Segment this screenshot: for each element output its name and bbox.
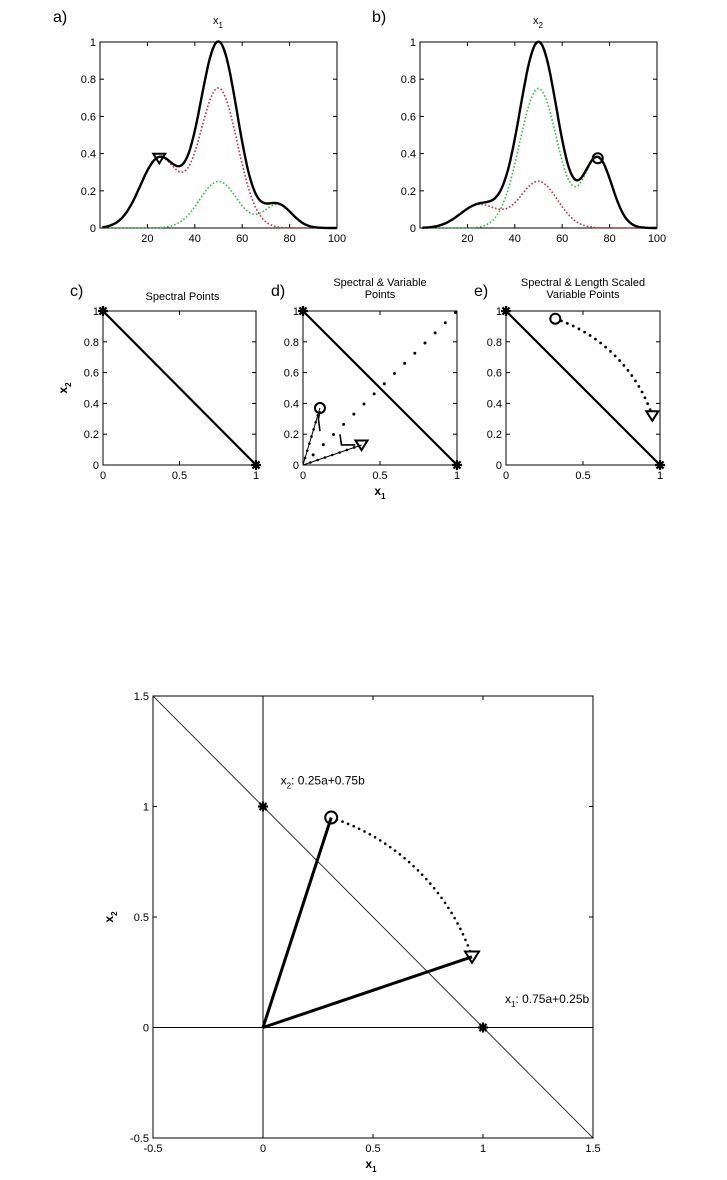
arc-dot [417,869,420,872]
x-tick-label: 0.5 [372,470,388,482]
arc-dot [421,873,424,876]
arc-dot [341,820,344,823]
arc-dot [403,857,406,860]
x-tick-label: 40 [508,233,521,245]
arc-dot [604,346,607,349]
y-tick-label: 0.4 [80,148,96,161]
y-tick-label: 0.2 [80,185,96,198]
arc-dot [352,825,355,828]
vector-line [303,408,320,465]
variable-path [340,434,355,445]
y-tick-label: 0.6 [83,367,99,380]
point-annotation: $x_2$: 0.25a+0.75b [280,773,365,791]
spectral-line [303,311,457,465]
unit-dot [362,403,365,406]
spectral-point [478,1023,488,1033]
unit-dot [393,372,396,375]
arc-dot [594,338,597,341]
series-line-total [102,42,337,229]
x-tick-label: 100 [327,233,347,245]
x-tick-label: 80 [603,233,616,245]
y-tick-label: 0 [89,223,96,235]
unit-dot [322,443,325,446]
chart-panel-c [56,283,261,482]
arc-dot [347,823,350,826]
vector-line [263,818,331,1028]
spectral-point [452,460,462,470]
panel-letter: c) [70,283,84,300]
x-tick-label: 0.5 [365,1143,381,1155]
unit-dot [373,392,376,395]
y-tick-label: 0.2 [400,185,416,198]
spectral-point [298,306,308,316]
arc-dot [433,887,436,890]
y-tick-label: 1 [92,306,99,318]
arc-dot [466,944,469,947]
unit-dot [352,413,355,416]
arc-dot [444,901,447,904]
unit-dot [342,423,345,426]
y-tick-label: 1 [409,37,416,49]
arc-dot [618,359,621,362]
arc-dot [408,861,411,864]
arc-dot [399,853,402,856]
unit-dot [444,321,447,324]
arc-dot [447,907,450,910]
y-tick-label: 1 [89,37,96,49]
y-tick-label: 0 [92,460,99,472]
arc-dot [589,334,592,337]
y-tick-label: 0.8 [83,336,99,349]
series-line-component-b [422,89,657,229]
arc-dot [425,878,428,881]
y-tick-label: 0.4 [83,398,99,411]
arc-dot [440,897,443,900]
y-axis-label: $x_2$ [56,382,73,394]
panel-title: $x_2$ [533,15,543,30]
unit-dot [383,382,386,385]
y-tick-label: 0.6 [283,367,299,380]
x-tick-label: 1 [453,470,461,482]
y-tick-label: 0.4 [400,148,416,161]
x-tick-label: 1 [656,470,664,482]
y-tick-label: 0.6 [400,111,416,124]
arc-dot [646,402,649,405]
panel-title: $x_1$ [213,15,223,30]
y-tick-label: 1 [142,801,149,814]
arc-dot [637,385,640,388]
arc-dot [578,328,581,331]
spectral-point [655,460,665,470]
arc-dot [358,827,361,830]
x-tick-label: 20 [141,233,154,245]
arc-dot [627,369,630,372]
y-tick-label: 0.8 [486,336,502,349]
y-tick-label: 0 [142,1022,149,1035]
series-line-total [422,42,657,228]
panel-letter: e) [474,283,489,300]
arc-dot [379,839,382,842]
arc-dot [609,350,612,353]
unit-dot [413,352,416,355]
y-tick-label: -0.5 [130,1133,149,1145]
y-tick-label: 0.5 [133,912,149,924]
arc-dot [412,865,415,868]
y-tick-label: 0.4 [486,398,502,411]
spectral-line [103,311,256,465]
unit-dot [312,453,315,456]
panel-title-line: Spectral Points [145,291,220,303]
arc-dot [437,892,440,895]
arc-dot [464,939,467,942]
arc-dot [374,836,377,839]
arc-dot [641,391,644,394]
arc-dot [369,833,372,836]
y-tick-label: 0.8 [283,336,299,349]
spectral-point [258,802,268,812]
y-tick-label: 0.6 [80,111,96,124]
panel-title-line: Variable Points [546,289,620,301]
axes-frame [100,42,337,228]
arc-dot [450,912,453,915]
x-tick-label: 80 [283,233,296,245]
panel-title-line: Spectral & Variable [333,277,427,289]
x-tick-label: 0 [502,470,510,482]
x-tick-label: 60 [236,233,249,245]
chart-panel-a [53,9,346,245]
vector-line [263,957,472,1028]
x-tick-label: 100 [647,233,667,245]
spectral-point [501,306,511,316]
unit-dot [434,331,437,334]
x-tick-label: 1.5 [585,1143,601,1155]
x-axis-label: $x_1$ [365,1157,377,1174]
arc-dot [630,374,633,377]
x-axis-label: $x_1$ [374,484,386,501]
y-axis-label: $x_2$ [102,911,119,923]
triangle-marker [646,411,658,421]
arc-dot [599,342,602,345]
arc-dot [623,364,626,367]
arc-dot [462,933,465,936]
arc-dot [394,849,397,852]
x-tick-label: 0.5 [575,470,591,482]
simplex-line [153,696,593,1138]
unit-dot [332,433,335,436]
y-tick-label: 0.8 [80,74,96,87]
y-tick-label: 0.6 [486,367,502,380]
unit-dot [423,342,426,345]
arc-dot [389,846,392,849]
x-tick-label: 0.5 [171,470,188,482]
panel-title-line: Spectral & Length Scaled [520,277,646,289]
axes-frame [420,42,657,228]
arc-dot [459,928,462,931]
arc-dot [583,331,586,334]
series-line-component-a [102,88,337,228]
spectral-point [251,460,261,470]
y-tick-label: 0.2 [283,429,299,442]
arc-dot [456,922,459,925]
x-tick-label: 0 [259,1143,267,1155]
y-tick-label: 0 [409,223,416,235]
arc-dot [384,842,387,845]
arc-dot [644,396,647,399]
x-tick-label: 0 [299,470,307,482]
y-tick-label: 0 [292,460,299,472]
arc-dot [634,380,637,383]
spectral-point [98,306,108,316]
circle-marker [550,314,560,324]
y-tick-label: 0 [495,460,502,472]
panel-letter: d) [271,283,286,300]
arc-dot [566,322,569,325]
chart-panel-e [474,277,665,482]
y-tick-label: 0.8 [400,74,416,87]
y-tick-label: 1 [495,306,502,318]
y-tick-label: 0.2 [486,429,502,442]
x-tick-label: -0.5 [143,1143,163,1155]
y-tick-label: 1 [292,306,299,318]
arc-dot [453,917,456,920]
series-line-component-a [422,181,657,228]
point-annotation: $x_1$: 0.75a+0.25b [505,992,590,1010]
y-tick-label: 0.4 [283,398,299,411]
unit-dot [403,362,406,365]
chart-panel-d [271,277,462,501]
x-tick-label: 60 [556,233,569,245]
x-tick-label: 40 [188,233,201,245]
x-tick-label: 0 [99,470,107,482]
x-tick-label: 1 [252,470,260,482]
unit-dot [454,311,457,314]
spectral-line [506,311,660,465]
panel-title-line: Points [364,289,396,301]
variable-path [318,411,320,431]
x-tick-label: 20 [461,233,474,245]
y-tick-label: 1.5 [133,691,149,703]
y-tick-label: 0.2 [83,429,99,442]
x-tick-label: 1 [479,1143,487,1155]
arc-dot [572,325,575,328]
panel-letter: b) [372,9,387,26]
arc-dot [429,882,432,885]
arc-dot [363,830,366,833]
arc-dot [614,354,617,357]
panel-letter: a) [53,9,68,26]
chart-panel-b [372,9,666,245]
chart-panel-big [102,691,601,1174]
